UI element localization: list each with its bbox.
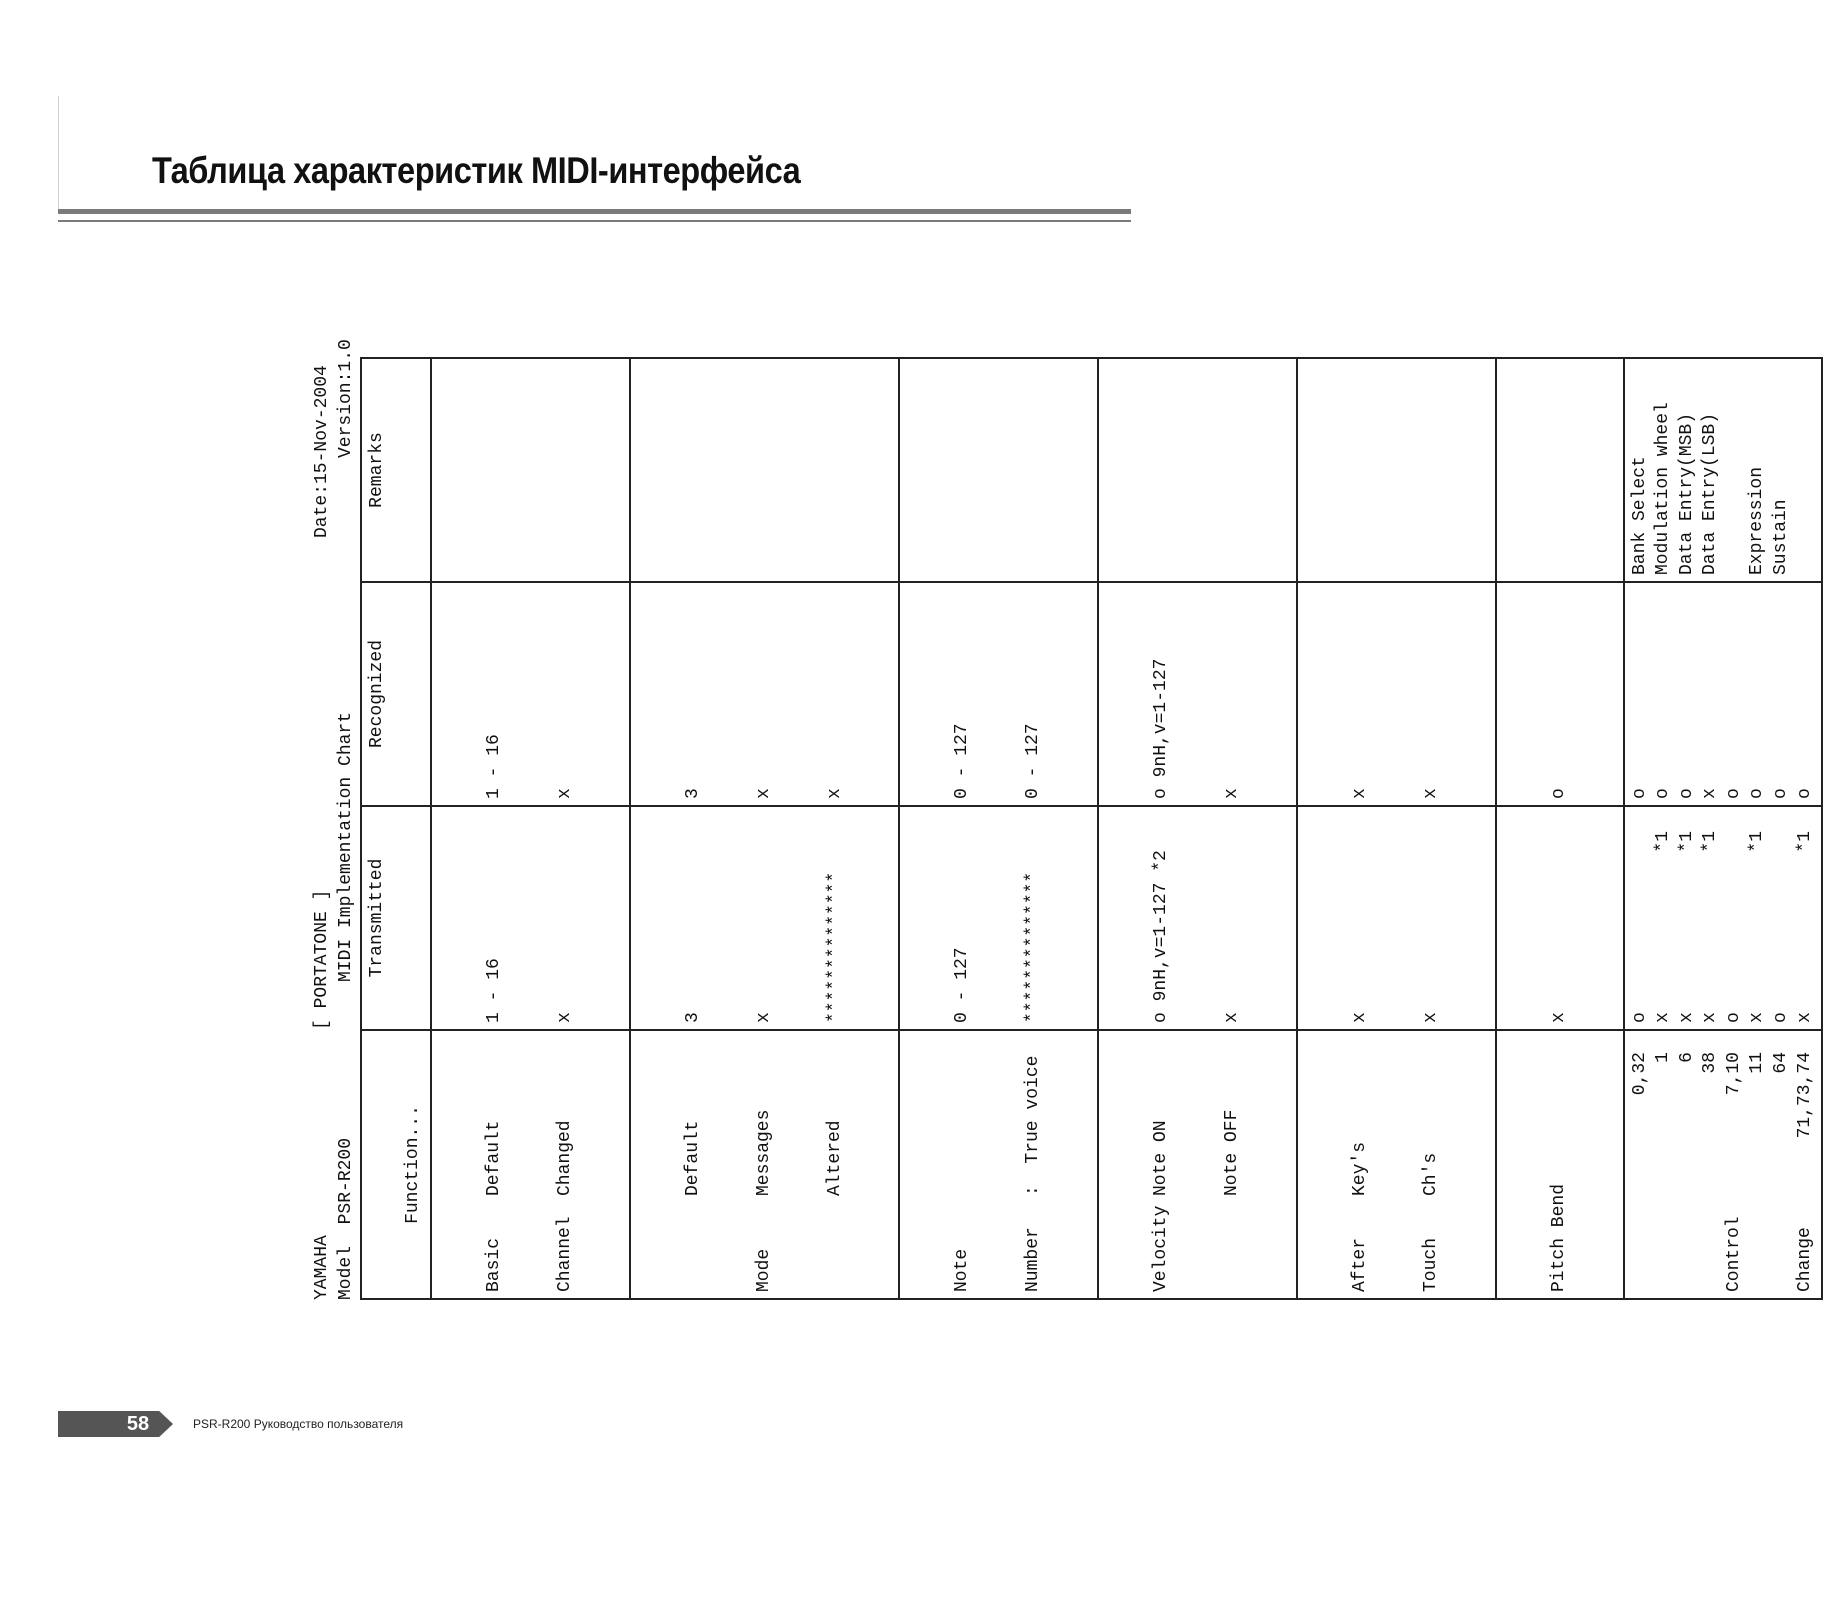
sub-label: Key's (1349, 1141, 1370, 1196)
value: x (1420, 1012, 1441, 1023)
function-cell (630, 1030, 900, 1299)
function-cell (431, 1030, 630, 1299)
cc-rx-mark: x (1700, 788, 1721, 799)
cc-rx-mark: o (1771, 788, 1792, 799)
value: x (753, 1012, 774, 1023)
chart-model: Model PSR-R200 (336, 1137, 356, 1300)
cc-rx-mark: o (1676, 788, 1697, 799)
table-row-mode (630, 358, 900, 1299)
tx-mark: x (1676, 1012, 1697, 1023)
cc-tx-line (1652, 813, 1676, 1023)
chart-maker: YAMAHA (312, 1235, 332, 1300)
cc-number-line (1652, 1037, 1676, 1292)
cc-tx-line (1676, 813, 1700, 1023)
cc-rx-mark: o (1629, 788, 1650, 799)
transmitted-cell (899, 806, 1098, 1030)
value: x (824, 788, 845, 799)
cc-number-line (1723, 1037, 1747, 1292)
cc-remark: Bank Select (1629, 456, 1650, 575)
value: o 9nH,v=1-127 (1151, 658, 1172, 799)
label: Control (1723, 1216, 1744, 1292)
transmitted-cell (1624, 806, 1823, 1030)
cc-tx-line (1629, 813, 1653, 1023)
value: o 9nH,v=1-127 *2 (1151, 850, 1172, 1023)
cc-remark (1794, 365, 1818, 575)
tx-note: *1 (1700, 831, 1721, 853)
label: Change (1794, 1227, 1815, 1292)
function-cell (1624, 1030, 1823, 1299)
label: After (1349, 1237, 1370, 1292)
cc-remark: Data Entry(MSB) (1676, 412, 1697, 575)
header-side-rule (58, 96, 59, 214)
recognized-cell (431, 582, 630, 806)
remarks-cell (431, 358, 630, 582)
recognized-cell (1624, 582, 1823, 806)
sub-label: Altered (824, 1120, 845, 1196)
value: ************** (824, 871, 845, 1023)
sub-label: Ch's (1420, 1152, 1441, 1196)
cc-tx-line (1770, 813, 1794, 1023)
recognized-cell (630, 582, 900, 806)
value: 0 - 127 (952, 947, 973, 1023)
transmitted-cell (630, 806, 900, 1030)
remarks-cell (899, 358, 1098, 582)
cc-number-line (1770, 1037, 1794, 1292)
table-row-pitch-bend (1496, 358, 1624, 1299)
cc-remark: Modulation wheel (1653, 402, 1674, 575)
label: Note (952, 1248, 973, 1292)
col-remarks: Remarks (361, 358, 431, 582)
cc-tx-line (1723, 813, 1747, 1023)
remarks-cell (1624, 358, 1823, 582)
tx-note: *1 (1653, 831, 1674, 853)
cc-number: 64 (1771, 1052, 1792, 1074)
function-cell (1098, 1030, 1297, 1299)
cc-number: 0,32 (1629, 1052, 1650, 1096)
label: Pitch Bend (1548, 1183, 1569, 1292)
function-cell (899, 1030, 1098, 1299)
cc-number-line (1676, 1037, 1700, 1292)
chart-title: MIDI Implementation Chart (336, 711, 356, 982)
tx-mark: x (1653, 1012, 1674, 1023)
label: Number (1023, 1227, 1044, 1292)
value: x (1222, 1012, 1242, 1023)
label: Touch (1420, 1237, 1441, 1292)
footer-text: PSR-R200 Руководство пользователя (193, 1417, 404, 1431)
cc-number-line (1699, 1037, 1723, 1292)
cc-number: 38 (1700, 1052, 1721, 1074)
label: Channel (554, 1216, 575, 1292)
tx-mark: x (1747, 1012, 1768, 1023)
recognized-cell (899, 582, 1098, 806)
page-title: Таблица характеристик MIDI-интерфейса (152, 150, 801, 191)
transmitted-cell (1297, 806, 1496, 1030)
value: 3 (682, 1012, 703, 1023)
col-transmitted: Transmitted (361, 806, 431, 1030)
remarks-cell (1297, 358, 1496, 582)
midi-implementation-chart (310, 339, 1815, 1300)
tx-mark: o (1771, 1012, 1792, 1023)
sub-label: Default (682, 1120, 703, 1196)
cc-rx-mark: o (1723, 788, 1744, 799)
midi-table (360, 357, 1823, 1300)
cc-number: 6 (1676, 1052, 1697, 1063)
table-row-basic-channel (431, 358, 630, 1299)
cc-remark: Expression (1747, 466, 1768, 575)
value: 0 - 127 (952, 723, 973, 799)
chart-version: Version:1.0 (336, 339, 356, 458)
tx-note: *1 (1676, 831, 1697, 853)
table-row-after-touch (1297, 358, 1496, 1299)
value: x (554, 788, 575, 799)
tx-note: *1 (1794, 831, 1815, 853)
value: x (1420, 788, 1441, 799)
cc-rx-mark: o (1653, 788, 1674, 799)
tx-mark: o (1723, 1012, 1744, 1023)
function-cell (1297, 1030, 1496, 1299)
label: Basic (484, 1237, 505, 1292)
sub-label: : True voice (1023, 1055, 1044, 1196)
recognized-cell (1098, 582, 1297, 806)
value: 1 - 16 (484, 958, 505, 1023)
transmitted-cell (1496, 806, 1624, 1030)
sub-label: Note ON (1151, 1120, 1172, 1196)
table-row-velocity (1098, 358, 1297, 1299)
table-row-note-number (899, 358, 1098, 1299)
header-rule-thin (58, 220, 1131, 222)
label: Mode (753, 1248, 774, 1292)
value: x (554, 1012, 575, 1023)
col-recognized: Recognized (361, 582, 431, 806)
value: x (753, 788, 774, 799)
chart-product: [ PORTATONE ] (312, 889, 332, 1030)
transmitted-cell (431, 806, 630, 1030)
value: 1 - 16 (484, 734, 505, 799)
recognized-cell (1297, 582, 1496, 806)
transmitted-cell (1098, 806, 1297, 1030)
value: ************** (1023, 871, 1044, 1023)
value: 3 (682, 788, 703, 799)
cc-tx-line (1699, 813, 1723, 1023)
tx-mark: x (1794, 1012, 1815, 1023)
remarks-cell (1098, 358, 1297, 582)
cc-rx-mark: o (1794, 788, 1815, 799)
value: x (1349, 788, 1370, 799)
function-cell (1496, 1030, 1624, 1299)
label: Velocity (1151, 1205, 1172, 1292)
remarks-cell (630, 358, 900, 582)
value: o (1548, 788, 1569, 799)
cc-remark: Data Entry(LSB) (1700, 412, 1721, 575)
sub-label: Note OFF (1222, 1109, 1242, 1196)
value: x (1222, 788, 1242, 799)
cc-number: 11 (1747, 1052, 1768, 1074)
cc-number-line (1746, 1037, 1770, 1292)
sub-label: Default (484, 1120, 505, 1196)
cc-number: 1 (1653, 1052, 1674, 1063)
value: x (1349, 1012, 1370, 1023)
tx-mark: x (1700, 1012, 1721, 1023)
chart-date: Date:15-Nov-2004 (312, 365, 332, 538)
cc-number: 7,10 (1723, 1052, 1744, 1096)
cc-rx-mark: o (1747, 788, 1768, 799)
tx-mark: o (1629, 1012, 1650, 1023)
cc-tx-line (1794, 813, 1818, 1023)
value: x (1548, 1012, 1569, 1023)
cc-remark (1723, 365, 1747, 575)
cc-number-line (1794, 1037, 1818, 1292)
cc-tx-line (1746, 813, 1770, 1023)
table-row-control-change (1624, 358, 1823, 1299)
page-number: 58 (126, 1413, 150, 1435)
cc-remark: Sustain (1771, 499, 1792, 575)
table-header-row (361, 358, 431, 1299)
sub-label: Messages (753, 1109, 774, 1196)
remarks-cell (1496, 358, 1624, 582)
col-function: Function... (361, 1030, 431, 1299)
header-rule-thick (58, 209, 1131, 214)
cc-number: 71,73,74 (1794, 1052, 1815, 1139)
sub-label: Changed (554, 1120, 575, 1196)
tx-note: *1 (1747, 831, 1768, 853)
value: 0 - 127 (1023, 723, 1044, 799)
cc-number-line (1629, 1037, 1653, 1292)
recognized-cell (1496, 582, 1624, 806)
